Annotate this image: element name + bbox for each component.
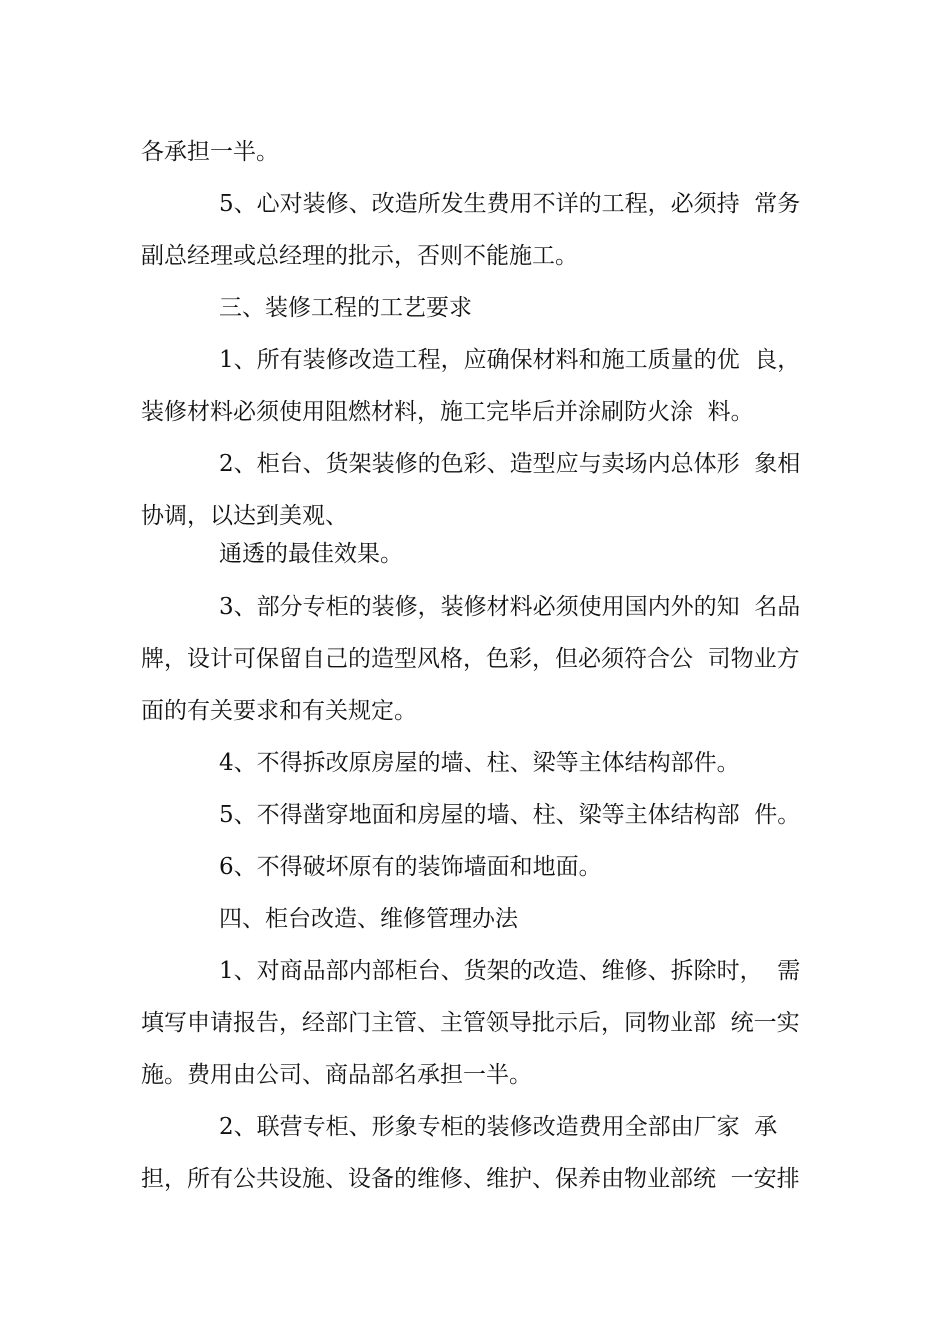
text-line: 3、部分专柜的装修，装修材料必须使用国内外的知 名品: [219, 594, 801, 620]
text-line: 1、对商品部内部柜台、货架的改造、维修、拆除时， 需: [219, 958, 801, 984]
text-line: 副总经理或总经理的批示，否则不能施工。: [141, 243, 578, 269]
text-line: 填写申请报告，经部门主管、主管领导批示后，同物业部 统一实: [141, 1010, 800, 1036]
text-line: 担，所有公共设施、设备的维修、维护、保养由物业部统 一安排: [141, 1166, 800, 1192]
text-line: 5、不得凿穿地面和房屋的墙、柱、梁等主体结构部 件。: [219, 802, 801, 828]
section-heading: 三、装修工程的工艺要求: [219, 295, 472, 321]
text-line: 2、柜台、货架装修的色彩、造型应与卖场内总体形 象相: [219, 451, 801, 477]
text-line: 2、联营专柜、形象专柜的装修改造费用全部由厂家 承: [219, 1114, 778, 1140]
text-line: 协调，以达到美观、: [141, 503, 348, 529]
section-heading: 四、柜台改造、维修管理办法: [219, 906, 518, 932]
text-line: 1、所有装修改造工程，应确保材料和施工质量的优 良，: [219, 347, 801, 373]
text-line: 牌，设计可保留自己的造型风格，色彩，但必须符合公 司物业方: [141, 646, 800, 672]
text-line: 各承担一半。: [141, 139, 279, 165]
text-line: 装修材料必须使用阻燃材料，施工完毕后并涂刷防火涂 料。: [141, 399, 754, 425]
text-line: 4、不得拆改原房屋的墙、柱、梁等主体结构部件。: [219, 750, 740, 776]
text-line: 通透的最佳效果。: [219, 541, 403, 567]
text-line: 6、不得破坏原有的装饰墙面和地面。: [219, 854, 602, 880]
text-line: 面的有关要求和有关规定。: [141, 698, 417, 724]
text-line: 5、心对装修、改造所发生费用不详的工程，必须持 常务: [219, 191, 801, 217]
text-line: 施。费用由公司、商品部名承担一半。: [141, 1062, 532, 1088]
